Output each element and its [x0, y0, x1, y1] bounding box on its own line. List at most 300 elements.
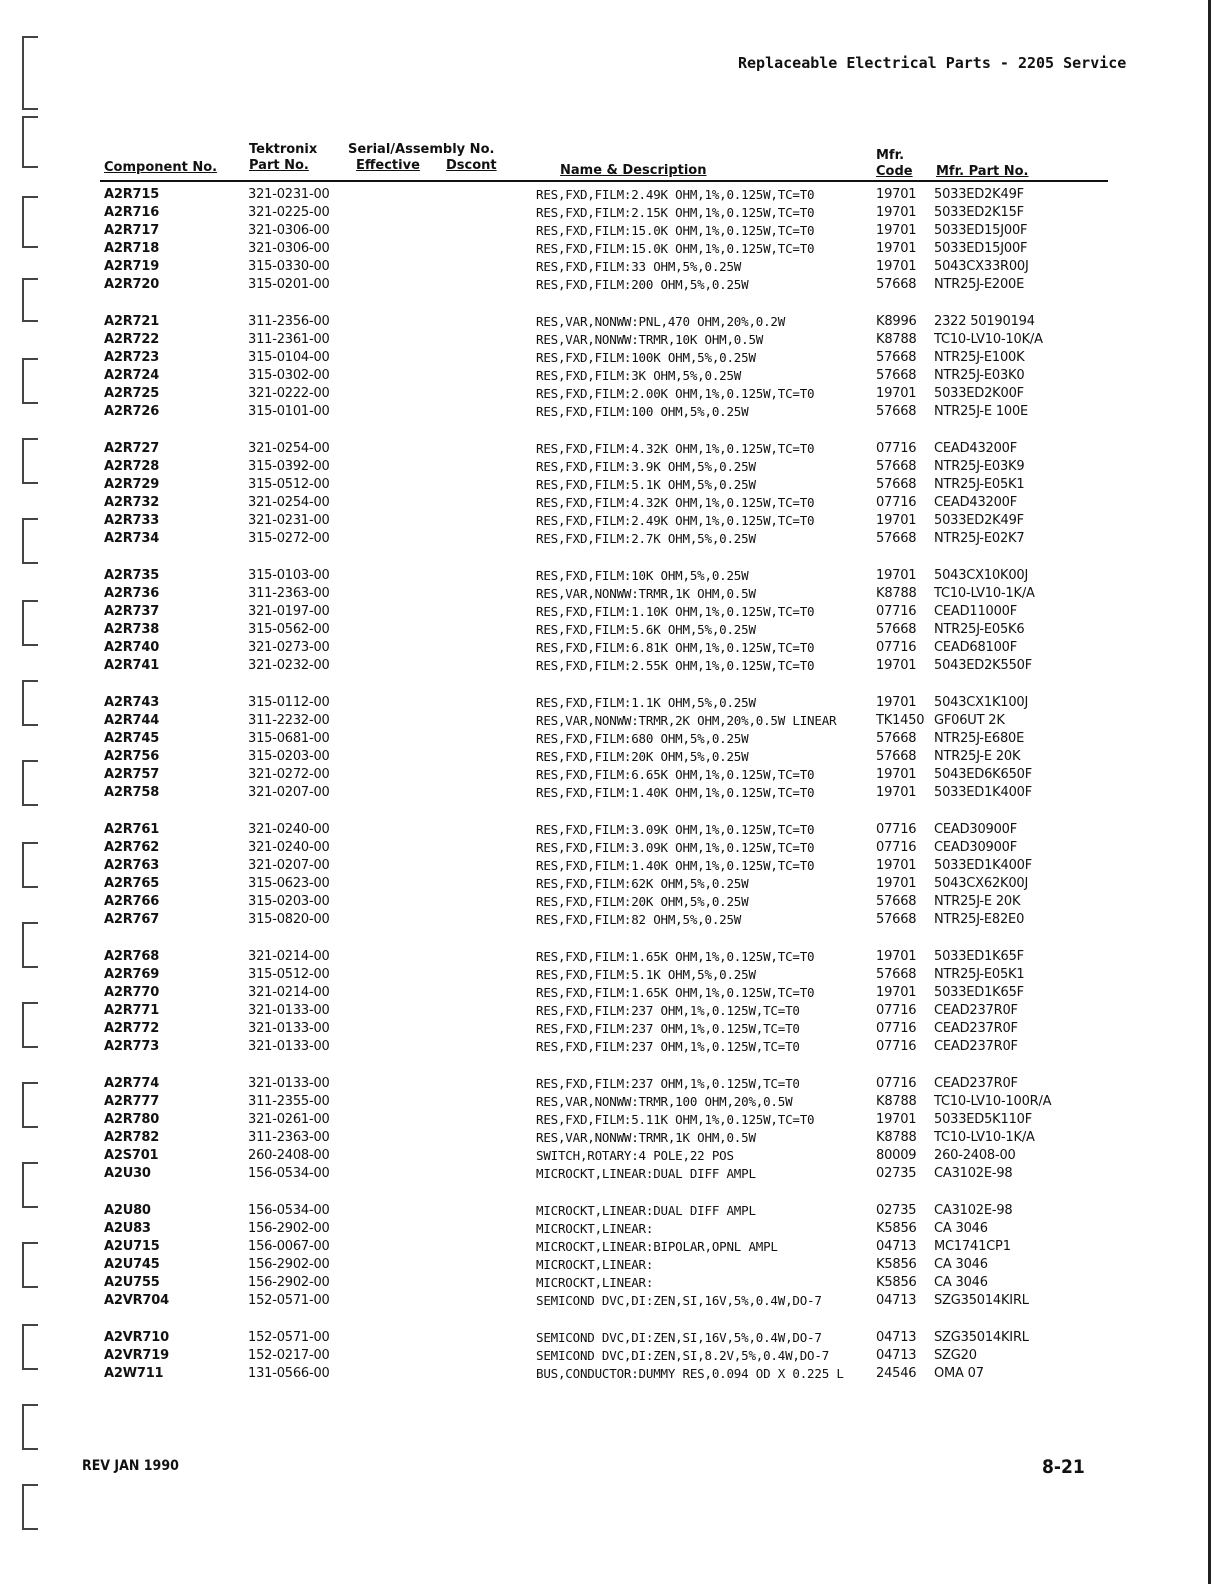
component-no: A2R777 — [104, 1094, 160, 1109]
page-number: 8-21 — [1042, 1456, 1085, 1478]
component-no: A2R717 — [104, 223, 160, 238]
mfr-code: 07716 — [876, 640, 917, 655]
tek-part-no: 315-0201-00 — [248, 277, 330, 292]
mfr-code: 19701 — [876, 876, 917, 891]
table-row — [0, 621, 1225, 639]
component-no: A2U755 — [104, 1275, 160, 1290]
component-no: A2VR710 — [104, 1330, 169, 1345]
description: RES,VAR,NONWW:TRMR,10K OHM,0.5W — [536, 332, 764, 347]
tek-part-no: 311-2363-00 — [248, 586, 330, 601]
mfr-part-no: NTR25J-E 20K — [934, 894, 1021, 909]
component-no: A2R734 — [104, 531, 160, 546]
mfr-code: 57668 — [876, 477, 917, 492]
table-row — [0, 1220, 1225, 1238]
tek-part-no: 315-0103-00 — [248, 568, 330, 583]
mfr-part-no: 5043CX10K00J — [934, 568, 1029, 583]
mfr-part-no: NTR25J-E03K9 — [934, 459, 1025, 474]
component-no: A2R769 — [104, 967, 160, 982]
mfr-code: 57668 — [876, 894, 917, 909]
mfr-part-no: SZG35014KIRL — [934, 1293, 1029, 1308]
mfr-part-no: CEAD237R0F — [934, 1003, 1018, 1018]
mfr-code: K8996 — [876, 314, 917, 329]
mfr-code: K5856 — [876, 1221, 917, 1236]
description: RES,FXD,FILM:2.00K OHM,1%,0.125W,TC=T0 — [536, 386, 815, 401]
description: MICROCKT,LINEAR: — [536, 1257, 654, 1272]
component-no: A2U83 — [104, 1221, 151, 1236]
component-no: A2R736 — [104, 586, 160, 601]
component-no: A2R782 — [104, 1130, 160, 1145]
col-component-no: Component No. — [104, 160, 218, 175]
tek-part-no: 315-0203-00 — [248, 749, 330, 764]
component-no: A2R733 — [104, 513, 160, 528]
binder-hole — [22, 1404, 38, 1450]
col-serial-assembly: Serial/Assembly No. — [348, 142, 495, 157]
mfr-part-no: 2322 50190194 — [934, 314, 1035, 329]
mfr-part-no: CEAD30900F — [934, 840, 1018, 855]
table-row — [0, 1129, 1225, 1147]
mfr-code: TK1450 — [876, 713, 925, 728]
mfr-code: 07716 — [876, 1021, 917, 1036]
component-no: A2R771 — [104, 1003, 160, 1018]
mfr-part-no: CEAD237R0F — [934, 1021, 1018, 1036]
description: RES,FXD,FILM:20K OHM,5%,0.25W — [536, 894, 749, 909]
component-no: A2R774 — [104, 1076, 160, 1091]
tek-part-no: 321-0133-00 — [248, 1003, 330, 1018]
component-no: A2R761 — [104, 822, 160, 837]
mfr-code: 07716 — [876, 1076, 917, 1091]
tek-part-no: 321-0240-00 — [248, 840, 330, 855]
description: RES,FXD,FILM:2.49K OHM,1%,0.125W,TC=T0 — [536, 513, 815, 528]
description: SEMICOND DVC,DI:ZEN,SI,16V,5%,0.4W,DO-7 — [536, 1330, 822, 1345]
description: RES,FXD,FILM:6.81K OHM,1%,0.125W,TC=T0 — [536, 640, 815, 655]
mfr-part-no: 5033ED2K00F — [934, 386, 1024, 401]
tek-part-no: 321-0231-00 — [248, 187, 330, 202]
tek-part-no: 315-0203-00 — [248, 894, 330, 909]
table-row — [0, 1347, 1225, 1365]
parts-table — [0, 186, 1225, 1383]
table-row — [0, 984, 1225, 1002]
component-no: A2R766 — [104, 894, 160, 909]
table-row — [0, 313, 1225, 331]
mfr-part-no: NTR25J-E02K7 — [934, 531, 1025, 546]
component-no: A2W711 — [104, 1366, 164, 1381]
component-no: A2R725 — [104, 386, 160, 401]
table-row — [0, 1274, 1225, 1292]
mfr-code: 07716 — [876, 495, 917, 510]
component-no: A2R729 — [104, 477, 160, 492]
mfr-part-no: NTR25J-E680E — [934, 731, 1025, 746]
table-row — [0, 1147, 1225, 1165]
mfr-part-no: 5033ED15J00F — [934, 223, 1028, 238]
description: SWITCH,ROTARY:4 POLE,22 POS — [536, 1148, 734, 1163]
tek-part-no: 156-2902-00 — [248, 1275, 330, 1290]
mfr-part-no: 5033ED1K65F — [934, 949, 1024, 964]
tek-part-no: 311-2361-00 — [248, 332, 330, 347]
description: RES,FXD,FILM:20K OHM,5%,0.25W — [536, 749, 749, 764]
tek-part-no: 321-0207-00 — [248, 785, 330, 800]
tek-part-no: 152-0217-00 — [248, 1348, 330, 1363]
component-no: A2R767 — [104, 912, 160, 927]
tek-part-no: 315-0392-00 — [248, 459, 330, 474]
component-no: A2R768 — [104, 949, 160, 964]
component-no: A2R716 — [104, 205, 160, 220]
table-row — [0, 1329, 1225, 1347]
tek-part-no: 315-0512-00 — [248, 967, 330, 982]
component-no: A2VR704 — [104, 1293, 169, 1308]
tek-part-no: 315-0562-00 — [248, 622, 330, 637]
tek-part-no: 321-0133-00 — [248, 1039, 330, 1054]
description: RES,FXD,FILM:2.15K OHM,1%,0.125W,TC=T0 — [536, 205, 815, 220]
mfr-code: 57668 — [876, 404, 917, 419]
mfr-code: 19701 — [876, 386, 917, 401]
component-no: A2U715 — [104, 1239, 160, 1254]
description: RES,FXD,FILM:100 OHM,5%,0.25W — [536, 404, 749, 419]
mfr-part-no: CEAD237R0F — [934, 1076, 1018, 1091]
component-no: A2R744 — [104, 713, 160, 728]
component-no: A2R727 — [104, 441, 160, 456]
tek-part-no: 321-0232-00 — [248, 658, 330, 673]
mfr-code: 19701 — [876, 513, 917, 528]
component-no: A2R715 — [104, 187, 160, 202]
description: RES,VAR,NONWW:TRMR,100 OHM,20%,0.5W — [536, 1094, 793, 1109]
component-no: A2R756 — [104, 749, 160, 764]
table-row — [0, 911, 1225, 929]
mfr-code: 04713 — [876, 1239, 917, 1254]
tek-part-no: 321-0261-00 — [248, 1112, 330, 1127]
mfr-code: 19701 — [876, 223, 917, 238]
mfr-code: 19701 — [876, 658, 917, 673]
component-no: A2R780 — [104, 1112, 160, 1127]
mfr-code: 19701 — [876, 858, 917, 873]
mfr-code: 80009 — [876, 1148, 917, 1163]
description: RES,FXD,FILM:15.0K OHM,1%,0.125W,TC=T0 — [536, 223, 815, 238]
table-row — [0, 603, 1225, 621]
tek-part-no: 315-0330-00 — [248, 259, 330, 274]
mfr-code: 07716 — [876, 441, 917, 456]
description: RES,FXD,FILM:237 OHM,1%,0.125W,TC=T0 — [536, 1003, 800, 1018]
tek-part-no: 156-0067-00 — [248, 1239, 330, 1254]
mfr-code: K5856 — [876, 1257, 917, 1272]
description: RES,FXD,FILM:2.55K OHM,1%,0.125W,TC=T0 — [536, 658, 815, 673]
mfr-part-no: CEAD68100F — [934, 640, 1018, 655]
mfr-code: 57668 — [876, 350, 917, 365]
description: MICROCKT,LINEAR:DUAL DIFF AMPL — [536, 1166, 756, 1181]
tek-part-no: 315-0104-00 — [248, 350, 330, 365]
description: RES,FXD,FILM:1.65K OHM,1%,0.125W,TC=T0 — [536, 949, 815, 964]
mfr-part-no: OMA 07 — [934, 1366, 984, 1381]
description: RES,FXD,FILM:1.40K OHM,1%,0.125W,TC=T0 — [536, 858, 815, 873]
mfr-code: 04713 — [876, 1348, 917, 1363]
mfr-part-no: TC10-LV10-1K/A — [934, 586, 1035, 601]
table-row — [0, 875, 1225, 893]
mfr-code: 19701 — [876, 1112, 917, 1127]
tek-part-no: 321-0306-00 — [248, 223, 330, 238]
table-row — [0, 186, 1225, 204]
tek-part-no: 321-0272-00 — [248, 767, 330, 782]
description: RES,FXD,FILM:5.1K OHM,5%,0.25W — [536, 967, 756, 982]
component-no: A2S701 — [104, 1148, 159, 1163]
col-effective: Effective — [356, 158, 420, 173]
table-row — [0, 821, 1225, 839]
component-no: A2R772 — [104, 1021, 160, 1036]
description: RES,FXD,FILM:10K OHM,5%,0.25W — [536, 568, 749, 583]
description: RES,FXD,FILM:1.40K OHM,1%,0.125W,TC=T0 — [536, 785, 815, 800]
table-row — [0, 1002, 1225, 1020]
tek-part-no: 156-2902-00 — [248, 1221, 330, 1236]
mfr-part-no: TC10-LV10-10K/A — [934, 332, 1043, 347]
table-row — [0, 440, 1225, 458]
mfr-code: 57668 — [876, 368, 917, 383]
component-no: A2R737 — [104, 604, 160, 619]
table-row — [0, 585, 1225, 603]
mfr-code: 19701 — [876, 187, 917, 202]
tek-part-no: 321-0214-00 — [248, 985, 330, 1000]
tek-part-no: 315-0112-00 — [248, 695, 330, 710]
description: RES,FXD,FILM:2.7K OHM,5%,0.25W — [536, 531, 756, 546]
description: RES,FXD,FILM:15.0K OHM,1%,0.125W,TC=T0 — [536, 241, 815, 256]
table-row — [0, 349, 1225, 367]
table-row — [0, 367, 1225, 385]
mfr-code: 57668 — [876, 459, 917, 474]
table-row — [0, 1038, 1225, 1056]
component-no: A2R732 — [104, 495, 160, 510]
component-no: A2R770 — [104, 985, 160, 1000]
tek-part-no: 156-2902-00 — [248, 1257, 330, 1272]
component-no: A2U30 — [104, 1166, 151, 1181]
component-no: A2R765 — [104, 876, 160, 891]
mfr-code: K8788 — [876, 1130, 917, 1145]
mfr-code: K8788 — [876, 332, 917, 347]
mfr-part-no: 5043CX1K100J — [934, 695, 1029, 710]
mfr-part-no: NTR25J-E100K — [934, 350, 1025, 365]
mfr-code: 19701 — [876, 205, 917, 220]
description: RES,FXD,FILM:100K OHM,5%,0.25W — [536, 350, 756, 365]
table-row — [0, 1075, 1225, 1093]
description: RES,FXD,FILM:3K OHM,5%,0.25W — [536, 368, 742, 383]
mfr-part-no: 5043ED2K550F — [934, 658, 1032, 673]
component-no: A2R735 — [104, 568, 160, 583]
mfr-code: 57668 — [876, 622, 917, 637]
tek-part-no: 321-0254-00 — [248, 441, 330, 456]
mfr-part-no: 260-2408-00 — [934, 1148, 1016, 1163]
col-dscont: Dscont — [446, 158, 497, 173]
mfr-part-no: CA 3046 — [934, 1257, 988, 1272]
mfr-code: 04713 — [876, 1330, 917, 1345]
mfr-code: 57668 — [876, 912, 917, 927]
table-row — [0, 766, 1225, 784]
mfr-part-no: NTR25J-E05K1 — [934, 477, 1025, 492]
mfr-part-no: NTR25J-E05K1 — [934, 967, 1025, 982]
tek-part-no: 315-0681-00 — [248, 731, 330, 746]
description: RES,FXD,FILM:680 OHM,5%,0.25W — [536, 731, 749, 746]
mfr-code: 19701 — [876, 259, 917, 274]
mfr-part-no: CA 3046 — [934, 1275, 988, 1290]
table-row — [0, 639, 1225, 657]
description: RES,FXD,FILM:3.09K OHM,1%,0.125W,TC=T0 — [536, 822, 815, 837]
table-row — [0, 458, 1225, 476]
table-row — [0, 476, 1225, 494]
description: RES,VAR,NONWW:PNL,470 OHM,20%,0.2W — [536, 314, 786, 329]
description: SEMICOND DVC,DI:ZEN,SI,8.2V,5%,0.4W,DO-7 — [536, 1348, 830, 1363]
description: RES,VAR,NONWW:TRMR,1K OHM,0.5W — [536, 1130, 756, 1145]
col-part-no: Part No. — [249, 158, 309, 173]
mfr-part-no: 5043CX33R00J — [934, 259, 1029, 274]
mfr-part-no: TC10-LV10-100R/A — [934, 1094, 1052, 1109]
component-no: A2R758 — [104, 785, 160, 800]
description: RES,FXD,FILM:33 OHM,5%,0.25W — [536, 259, 742, 274]
mfr-part-no: NTR25J-E200E — [934, 277, 1025, 292]
mfr-code: K5856 — [876, 1275, 917, 1290]
description: RES,FXD,FILM:5.1K OHM,5%,0.25W — [536, 477, 756, 492]
mfr-code: 07716 — [876, 822, 917, 837]
mfr-code: 19701 — [876, 785, 917, 800]
table-row — [0, 567, 1225, 585]
col-tektronix: Tektronix — [249, 142, 318, 157]
mfr-part-no: 5033ED1K400F — [934, 858, 1032, 873]
mfr-code: 07716 — [876, 604, 917, 619]
component-no: A2R721 — [104, 314, 160, 329]
description: MICROCKT,LINEAR:BIPOLAR,OPNL AMPL — [536, 1239, 778, 1254]
mfr-code: 19701 — [876, 949, 917, 964]
table-row — [0, 1165, 1225, 1183]
description: RES,FXD,FILM:1.1K OHM,5%,0.25W — [536, 695, 756, 710]
description: RES,FXD,FILM:62K OHM,5%,0.25W — [536, 876, 749, 891]
col-mfr-code: Code — [876, 164, 913, 179]
tek-part-no: 152-0571-00 — [248, 1330, 330, 1345]
tek-part-no: 315-0512-00 — [248, 477, 330, 492]
tek-part-no: 311-2355-00 — [248, 1094, 330, 1109]
tek-part-no: 321-0207-00 — [248, 858, 330, 873]
col-name-description: Name & Description — [560, 163, 707, 178]
tek-part-no: 131-0566-00 — [248, 1366, 330, 1381]
description: RES,FXD,FILM:3.09K OHM,1%,0.125W,TC=T0 — [536, 840, 815, 855]
table-row — [0, 1256, 1225, 1274]
tek-part-no: 315-0623-00 — [248, 876, 330, 891]
mfr-part-no: SZG20 — [934, 1348, 977, 1363]
mfr-part-no: CA3102E-98 — [934, 1166, 1013, 1181]
mfr-part-no: NTR25J-E 100E — [934, 404, 1029, 419]
tek-part-no: 321-0133-00 — [248, 1076, 330, 1091]
mfr-code: K8788 — [876, 586, 917, 601]
table-row — [0, 331, 1225, 349]
mfr-part-no: GF06UT 2K — [934, 713, 1005, 728]
description: RES,FXD,FILM:237 OHM,1%,0.125W,TC=T0 — [536, 1021, 800, 1036]
mfr-part-no: NTR25J-E03K0 — [934, 368, 1025, 383]
table-row — [0, 385, 1225, 403]
tek-part-no: 311-2363-00 — [248, 1130, 330, 1145]
component-no: A2R741 — [104, 658, 160, 673]
tek-part-no: 321-0240-00 — [248, 822, 330, 837]
tek-part-no: 156-0534-00 — [248, 1203, 330, 1218]
mfr-part-no: 5033ED1K400F — [934, 785, 1032, 800]
component-no: A2U745 — [104, 1257, 160, 1272]
mfr-code: 57668 — [876, 277, 917, 292]
mfr-code: 57668 — [876, 731, 917, 746]
mfr-part-no: 5033ED15J00F — [934, 241, 1028, 256]
table-row — [0, 1020, 1225, 1038]
description: RES,FXD,FILM:1.65K OHM,1%,0.125W,TC=T0 — [536, 985, 815, 1000]
tek-part-no: 321-0273-00 — [248, 640, 330, 655]
table-row — [0, 748, 1225, 766]
table-row — [0, 784, 1225, 802]
description: RES,FXD,FILM:5.11K OHM,1%,0.125W,TC=T0 — [536, 1112, 815, 1127]
mfr-part-no: NTR25J-E82E0 — [934, 912, 1025, 927]
component-no: A2R757 — [104, 767, 160, 782]
mfr-part-no: 5043CX62K00J — [934, 876, 1029, 891]
table-row — [0, 694, 1225, 712]
table-row — [0, 1238, 1225, 1256]
mfr-part-no: 5033ED2K49F — [934, 513, 1024, 528]
page-title: Replaceable Electrical Parts - 2205 Service — [738, 54, 1127, 72]
mfr-code: K8788 — [876, 1094, 917, 1109]
component-no: A2R723 — [104, 350, 160, 365]
component-no: A2R719 — [104, 259, 160, 274]
description: MICROCKT,LINEAR:DUAL DIFF AMPL — [536, 1203, 756, 1218]
mfr-part-no: CEAD43200F — [934, 441, 1018, 456]
component-no: A2R724 — [104, 368, 160, 383]
mfr-code: 57668 — [876, 531, 917, 546]
table-row — [0, 276, 1225, 294]
component-no: A2R726 — [104, 404, 160, 419]
tek-part-no: 311-2232-00 — [248, 713, 330, 728]
description: RES,FXD,FILM:4.32K OHM,1%,0.125W,TC=T0 — [536, 441, 815, 456]
mfr-part-no: 5033ED2K15F — [934, 205, 1024, 220]
mfr-part-no: CA3102E-98 — [934, 1203, 1013, 1218]
table-row — [0, 839, 1225, 857]
mfr-part-no: CEAD30900F — [934, 822, 1018, 837]
mfr-code: 19701 — [876, 985, 917, 1000]
description: RES,FXD,FILM:237 OHM,1%,0.125W,TC=T0 — [536, 1076, 800, 1091]
mfr-part-no: NTR25J-E 20K — [934, 749, 1021, 764]
mfr-part-no: CEAD43200F — [934, 495, 1018, 510]
mfr-code: 19701 — [876, 241, 917, 256]
component-no: A2R720 — [104, 277, 160, 292]
mfr-part-no: 5033ED5K110F — [934, 1112, 1032, 1127]
tek-part-no: 321-0306-00 — [248, 241, 330, 256]
table-row — [0, 258, 1225, 276]
mfr-code: 02735 — [876, 1166, 917, 1181]
description: RES,FXD,FILM:4.32K OHM,1%,0.125W,TC=T0 — [536, 495, 815, 510]
table-row — [0, 657, 1225, 675]
mfr-part-no: NTR25J-E05K6 — [934, 622, 1025, 637]
binder-hole — [22, 36, 38, 110]
tek-part-no: 315-0302-00 — [248, 368, 330, 383]
table-row — [0, 403, 1225, 421]
component-no: A2R743 — [104, 695, 160, 710]
tek-part-no: 311-2356-00 — [248, 314, 330, 329]
description: MICROCKT,LINEAR: — [536, 1275, 654, 1290]
tek-part-no: 152-0571-00 — [248, 1293, 330, 1308]
col-mfr-part-no: Mfr. Part No. — [936, 164, 1029, 179]
description: BUS,CONDUCTOR:DUMMY RES,0.094 OD X 0.225 L — [536, 1366, 844, 1381]
table-row — [0, 240, 1225, 258]
description: RES,FXD,FILM:5.6K OHM,5%,0.25W — [536, 622, 756, 637]
mfr-code: 24546 — [876, 1366, 917, 1381]
table-row — [0, 1365, 1225, 1383]
table-row — [0, 530, 1225, 548]
tek-part-no: 321-0231-00 — [248, 513, 330, 528]
description: RES,FXD,FILM:200 OHM,5%,0.25W — [536, 277, 749, 292]
mfr-code: 57668 — [876, 967, 917, 982]
component-no: A2VR719 — [104, 1348, 169, 1363]
binder-hole — [22, 116, 38, 168]
mfr-code: 19701 — [876, 767, 917, 782]
mfr-code: 57668 — [876, 749, 917, 764]
mfr-part-no: 5043ED6K650F — [934, 767, 1032, 782]
table-row — [0, 712, 1225, 730]
tek-part-no: 321-0133-00 — [248, 1021, 330, 1036]
description: RES,FXD,FILM:3.9K OHM,5%,0.25W — [536, 459, 756, 474]
